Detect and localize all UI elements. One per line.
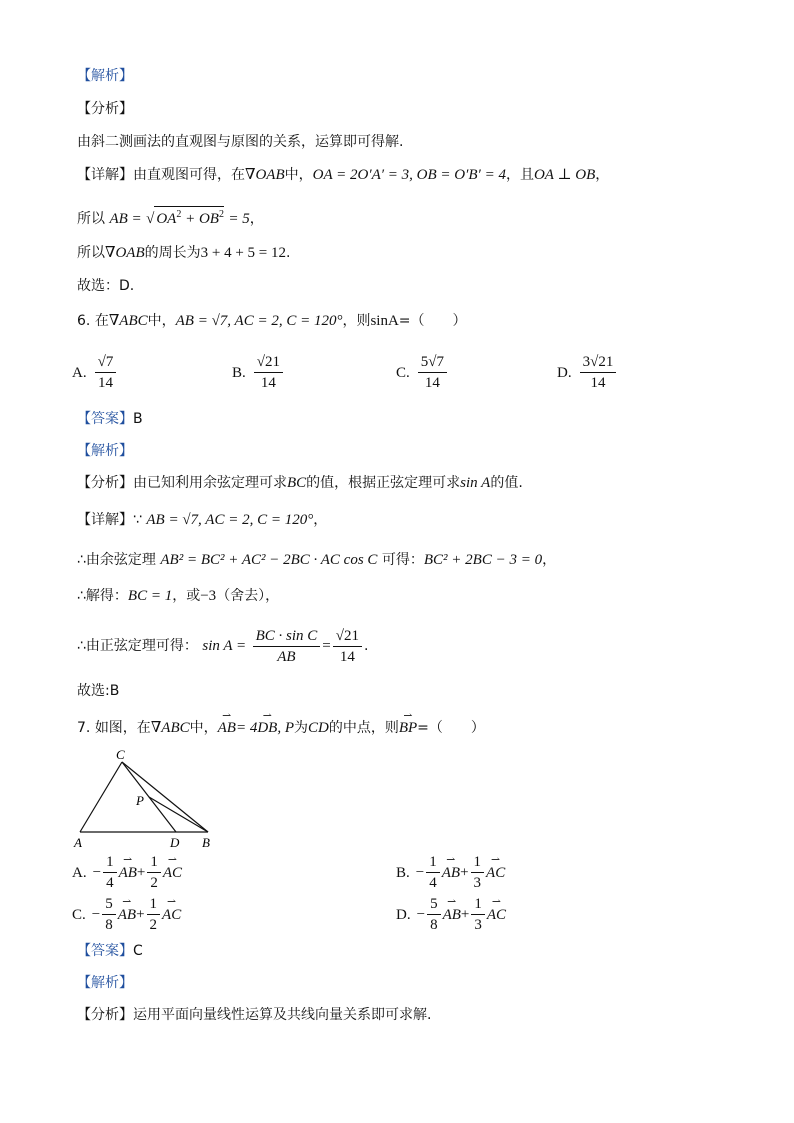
frac-num: 5√7 (418, 352, 447, 373)
option-label: B. (232, 364, 246, 381)
frac-den: 14 (339, 648, 355, 665)
frac-den: 14 (260, 375, 276, 391)
p5-answer: 故选：D. (77, 278, 135, 294)
option-fraction (427, 894, 441, 935)
q6-option-b[interactable] (232, 352, 285, 393)
option-fraction (147, 852, 161, 893)
p5-so1-eq-left: AB = (109, 211, 142, 227)
q6-stem (77, 311, 467, 331)
p5-so1-line (77, 206, 264, 229)
frac-den: 8 (430, 917, 438, 933)
p5-so1-eq-right: = 5 (228, 211, 250, 227)
p5-perpendicular: OA ⊥ OB (533, 167, 596, 183)
q6-sine-prefix: ∴由正弦定理可得： (77, 638, 198, 654)
q6-triangle: ∇ABC (108, 313, 148, 329)
equals-sign: = (322, 638, 331, 654)
plus-sign: + (460, 906, 470, 923)
q6-stem-mid: 中， (147, 313, 176, 329)
q7-analysis (77, 1005, 431, 1025)
q7-triangle-figure (70, 748, 220, 850)
q7-stem (77, 718, 485, 738)
fenxi-tag: 【分析】 (77, 1007, 133, 1023)
xiangjie-tag: 【详解】 (77, 167, 133, 183)
vector-ac: ⇀ AC (486, 865, 505, 882)
vector-ac: ⇀ AC (162, 907, 181, 924)
p5-analysis-tag (77, 99, 133, 119)
p5-so1-prefix: 所以 (77, 211, 105, 227)
frac-den: 2 (150, 875, 158, 891)
option-label: D. (396, 906, 411, 923)
q6-sin: sinA (370, 313, 399, 329)
frac-num: 1 (147, 894, 161, 915)
frac-num: 5 (427, 894, 441, 915)
q7-analysis-text: 运用平面向量线性运算及共线向量关系即可求解. (133, 1007, 432, 1023)
q6-solve-end: （舍去）， (216, 588, 280, 604)
frac-num: 5 (102, 894, 116, 915)
jiexi-tag: 【解析】 (77, 68, 133, 84)
q6-detail-condition: AB = √7, AC = 2, C = 120° (146, 512, 314, 528)
q6-final: 故选:B (77, 683, 120, 699)
q6-sine-end: . (363, 638, 369, 654)
frac-den: 4 (429, 875, 437, 891)
option-label: A. (72, 864, 87, 881)
frac-den: AB (277, 648, 296, 665)
option-label: C. (72, 906, 86, 923)
p5-detail-prefix: 由直观图可得，在 (133, 167, 245, 183)
q7-option-a[interactable] (72, 852, 182, 893)
label-b: B (202, 835, 210, 850)
option-fraction (426, 852, 440, 893)
q6-analysis-b: 的值，根据正弦定理可求 (306, 475, 461, 491)
q7-point-p: , P (277, 720, 294, 736)
daan-tag: 【答案】 (77, 943, 133, 959)
q7-answer-line (77, 941, 143, 961)
p5-so2-mid: 的周长为 (144, 245, 201, 261)
q6-cos-end: ， (542, 552, 557, 568)
p5-detail-end: ， (595, 167, 610, 183)
q6-cos-result: BC² + 2BC − 3 = 0 (423, 552, 543, 568)
q6-solve-mid: ，或 (172, 588, 201, 604)
segment-pb (149, 797, 208, 832)
segment-ac (80, 762, 122, 832)
option-fraction (95, 352, 117, 393)
plus-sign: + (136, 906, 145, 923)
q6-solve-line (77, 586, 279, 606)
q7-answer: C (133, 943, 143, 959)
option-label: C. (396, 364, 410, 381)
frac-den: 8 (105, 917, 113, 933)
xiangjie-tag: 【详解】 (77, 512, 133, 528)
plus-sign: + (460, 864, 469, 881)
p5-analysis-text: 由斜二测画法的直观图与原图的关系，运算即可得解. (77, 134, 404, 150)
option-label: D. (557, 364, 572, 381)
because-icon: ∵ (133, 512, 142, 528)
q6-jiexi-tag: 【解析】 (77, 443, 133, 459)
q6-solve-neg: −3 (200, 588, 217, 604)
q6-solve-bc: BC = 1 (127, 588, 173, 604)
p5-detail-mid: 中， (284, 167, 313, 183)
vector-bp: ⇀ BP (399, 718, 417, 738)
q6-option-d[interactable] (557, 352, 618, 393)
q6-detail-end: ， (313, 512, 328, 528)
q6-cos-equation: AB² = BC² + AC² − 2BC · AC cos C (160, 552, 378, 568)
q7-option-d[interactable] (396, 894, 506, 935)
vector-ab: ⇀ AB (443, 907, 461, 924)
vector-ac: ⇀ AC (163, 865, 182, 882)
q6-stem-prefix: 在 (94, 313, 109, 329)
frac-num: 1 (471, 852, 485, 873)
option-label: A. (72, 364, 87, 381)
q6-option-c[interactable] (396, 352, 449, 393)
q6-analysis-sin: sin A (460, 475, 491, 491)
q6-sine-result (333, 626, 362, 667)
frac-num: 1 (103, 852, 117, 873)
p5-perimeter-equation: 3 + 4 + 5 = 12 (200, 245, 287, 261)
q6-stem-end: =（ ） (398, 313, 467, 329)
fenxi-tag: 【分析】 (77, 475, 133, 491)
option-fraction (147, 894, 161, 935)
p5-so2-triangle: ∇OAB (105, 245, 145, 261)
option-fraction (471, 852, 485, 893)
q6-analysis-bc: BC (287, 475, 307, 491)
q7-stem-eq: = 4 (235, 720, 258, 736)
minus-sign: − (415, 864, 425, 881)
label-d: D (170, 835, 180, 850)
label-a: A (74, 835, 82, 850)
vector-db: ⇀ DB (257, 718, 277, 738)
frac-den: 14 (424, 375, 440, 391)
frac-den: 2 (149, 917, 158, 933)
plus-sign: + (136, 864, 146, 881)
frac-num: √21 (333, 626, 362, 647)
p5-triangle: ∇OAB (245, 167, 285, 183)
q6-cosine-line (77, 550, 556, 570)
vector-ab: ⇀ AB (118, 907, 136, 924)
option-fraction (103, 852, 117, 893)
q7-number: 7. (77, 720, 91, 736)
option-fraction (418, 352, 447, 393)
q7-stem-mid: 中， (189, 720, 218, 736)
q6-detail (77, 510, 327, 530)
q7-option-b[interactable] (396, 852, 505, 893)
q7-triangle: ∇ABC (150, 720, 190, 736)
daan-tag: 【答案】 (77, 411, 133, 427)
label-p: P (136, 793, 144, 808)
q7-stem-wei: 为 (294, 720, 308, 736)
fenxi-tag: 【分析】 (77, 101, 133, 117)
sqrt-sign-icon: √ (146, 211, 155, 227)
p5-sqrt-radicand: $OA^2 + OB^2$ (154, 206, 224, 227)
q6-solve-prefix: ∴解得： (77, 588, 128, 604)
p5-so2-end: . (286, 245, 291, 261)
option-fraction (471, 894, 485, 935)
q6-option-a[interactable] (72, 352, 118, 393)
option-fraction (254, 352, 283, 393)
vector-ab: ⇀ AB (218, 718, 236, 738)
p5-so2-line (77, 243, 290, 263)
option-fraction (580, 352, 617, 393)
q6-cos-mid: 可得： (381, 552, 424, 568)
frac-den: 14 (97, 375, 113, 391)
minus-sign: − (92, 864, 102, 881)
frac-num: 1 (471, 894, 485, 915)
frac-den: 3 (473, 875, 482, 891)
frac-num: √7 (95, 352, 117, 373)
label-c: C (116, 748, 125, 762)
frac-num: 3√21 (580, 352, 617, 373)
frac-den: 3 (474, 917, 482, 933)
q6-answer: B (133, 411, 143, 427)
minus-sign: − (416, 906, 426, 923)
q7-option-c[interactable] (72, 894, 181, 935)
q7-segment-cd: CD (308, 720, 329, 736)
p5-detail-and: ，且 (505, 167, 534, 183)
q7-stem-end: =（ ） (417, 720, 485, 736)
q6-sine-fraction (253, 626, 321, 667)
frac-den: 14 (590, 375, 606, 391)
minus-sign: − (91, 906, 101, 923)
q7-stem-prefix: 如图，在 (94, 720, 151, 736)
frac-num: 1 (147, 852, 161, 873)
frac-num: BC · sin C (253, 626, 321, 647)
q7-jiexi-tag: 【解析】 (77, 975, 133, 991)
p5-detail-line (77, 165, 609, 185)
q6-condition: AB = √7, AC = 2, C = 120° (175, 313, 343, 329)
frac-num: √21 (254, 352, 283, 373)
q6-answer-line (77, 409, 143, 429)
frac-num: 1 (426, 852, 440, 873)
q6-analysis (77, 473, 523, 493)
q6-stem-ask: ，则 (342, 313, 371, 329)
vector-ab: ⇀ AB (119, 865, 137, 882)
vector-ab: ⇀ AB (442, 865, 460, 882)
q6-analysis-a: 由已知利用余弦定理可求 (133, 475, 287, 491)
q6-analysis-c: 的值. (490, 475, 523, 491)
q6-sine-lhs: sin A = (202, 638, 247, 654)
q7-stem-mid2: 的中点，则 (328, 720, 399, 736)
q6-sine-line (77, 624, 368, 668)
vector-ac: ⇀ AC (487, 907, 506, 924)
option-fraction (102, 894, 116, 935)
p5-detail-equation: OA = 2O′A′ = 3, OB = O′B′ = 4 (312, 167, 506, 183)
segment-cb (122, 762, 208, 832)
p5-so2-prefix: 所以 (77, 245, 105, 261)
q6-number: 6. (77, 313, 91, 329)
q6-cos-prefix: ∴由余弦定理 (77, 552, 156, 568)
option-label: B. (396, 864, 410, 881)
p5-so1-end: ， (249, 211, 264, 227)
frac-den: 4 (106, 875, 114, 891)
